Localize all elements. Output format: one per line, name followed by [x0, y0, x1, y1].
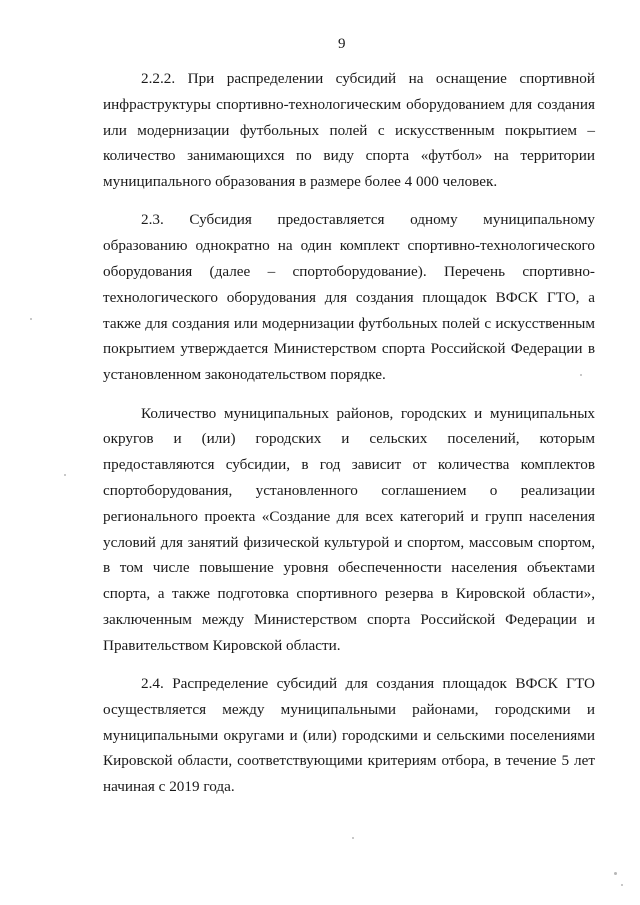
paragraph-quantity: Количество муниципальных районов, городских и муниципальных округов и (или) городских и сельских поселений, которым предоставляются субсидии, в год зависит от количества комплектов спортоборудования, установленного соглашением о реализации регионального проекта «Создание для всех категорий и групп населения условий для занятий физической культурой и спортом, массовым спортом, в том числе повышение уровня обеспеченности населения объектами спорта, а также подготовка спортивного резерва в Кировской области», заключенным между Министерством спорта Российской Федерации и Правительством Кировской области. — [103, 404, 595, 654]
paragraph-2-3: 2.3. Субсидия предоставляется одному муниципальному образованию однократно на один комплект спортивно-технологического оборудования (далее – спортоборудование). Перечень спортивно-технологического оборудования для создания площадок ВФСК ГТО, а также для создания или модернизации футбольных полей с искусственным покрытием утверждается Министерством спорта Российской Федерации в установленном законодательством порядке. — [103, 211, 595, 384]
scan-speck — [580, 374, 582, 376]
paragraph-2-4: 2.4. Распределение субсидий для создания площадок ВФСК ГТО осуществляется между муниципальными районами, городскими и муниципальными округами и (или) городскими и сельскими поселениями Кировской области, соответствующими критериям отбора, в течение 5 лет начиная с 2019 года. — [103, 675, 595, 796]
scan-speck — [614, 872, 617, 875]
scan-speck — [64, 474, 66, 476]
paragraph-2-2-2: 2.2.2. При распределении субсидий на оснащение спортивной инфраструктуры спортивно-технологическим оборудованием для создания или модернизации футбольных полей с искусственным покрытием – количество занимающихся по виду спорта «футбол» на территории муниципального образования в размере более 4 000 человек. — [103, 70, 595, 191]
page-number: 9 — [338, 36, 346, 52]
scan-speck — [30, 318, 32, 320]
scan-speck — [352, 837, 354, 839]
scan-speck — [621, 884, 623, 886]
document-body — [103, 66, 595, 800]
